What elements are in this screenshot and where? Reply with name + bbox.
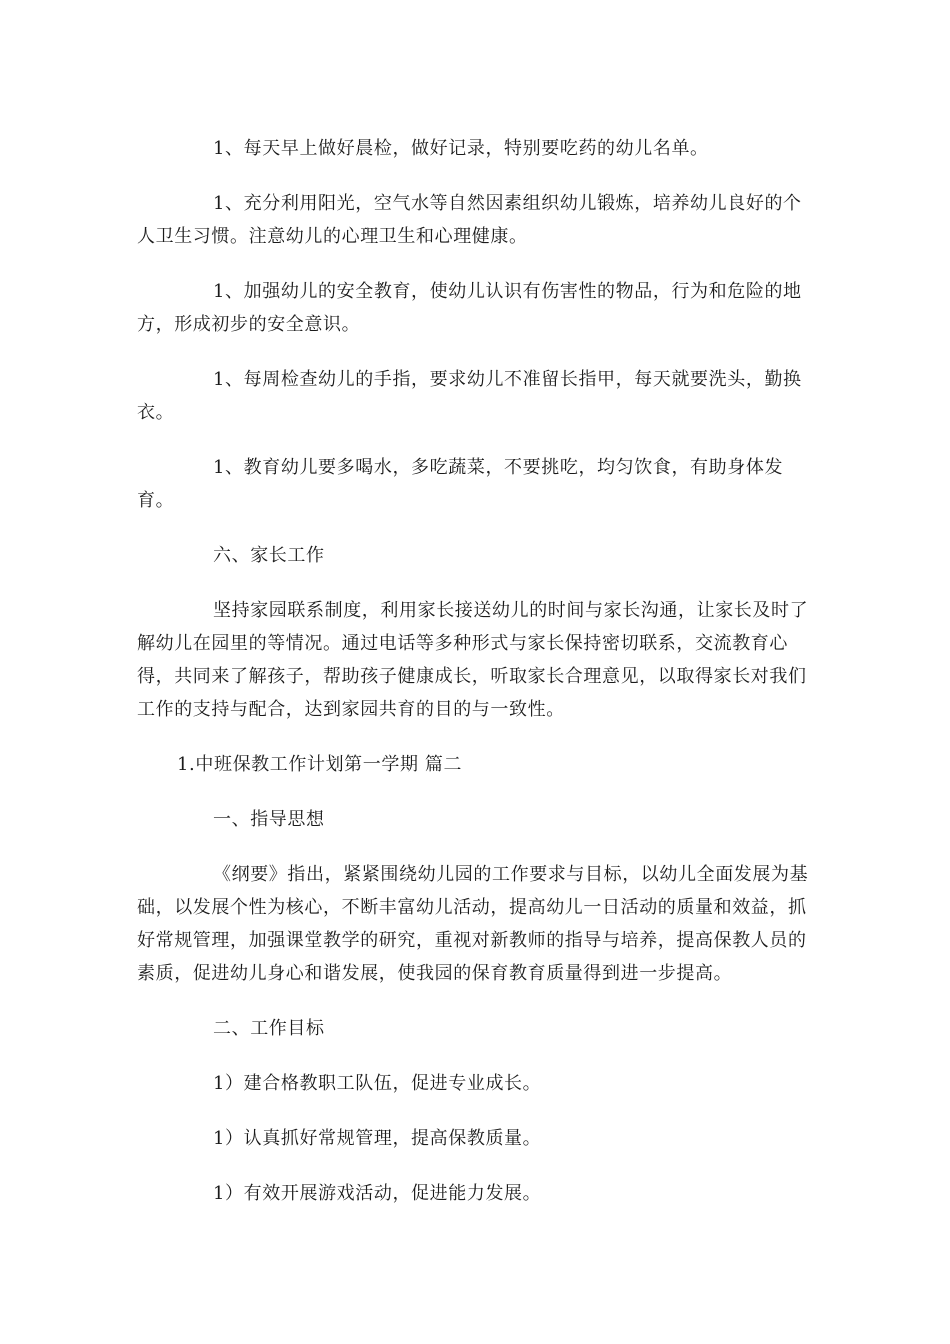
paragraph-safety-education: 1、加强幼儿的安全教育，使幼儿认识有伤害性的物品，行为和危险的地方，形成初步的安全意识。 [137,281,802,335]
paragraph-parents-work: 坚持家园联系制度，利用家长接送幼儿的时间与家长沟通，让家长及时了解幼儿在园里的等情况。通过电话等多种形式与家长保持密切联系，交流教育心得，共同来了解孩子，帮助孩子健康成长，听取家长合理意见，以取得家长对我们工作的支持与配合，达到家园共育的目的与一致性。 [137,600,809,720]
section-heading-parents: 六、家长工作 [213,545,325,566]
part-two-title: 1.中班保教工作计划第一学期 篇二 [177,754,463,775]
paragraph-diet: 1、教育幼儿要多喝水，多吃蔬菜，不要挑吃，均匀饮食，有助身体发育。 [137,457,784,511]
paragraph-guiding-thought: 《纲要》指出，紧紧围绕幼儿园的工作要求与目标，以幼儿全面发展为基础，以发展个性为核心，不断丰富幼儿活动，提高幼儿一日活动的质量和效益，抓好常规管理，加强课堂教学的研究，重视对新教师的指导与培养，提高保教人员的素质，促进幼儿身心和谐发展，使我园的保育教育质量得到进一步提高。 [137,864,809,984]
paragraph-morning-check: 1、每天早上做好晨检，做好记录，特别要吃药的幼儿名单。 [213,138,709,159]
goal-item-management: 1）认真抓好常规管理，提高保教质量。 [213,1128,542,1149]
paragraph-outdoor-exercise: 1、充分利用阳光，空气水等自然因素组织幼儿锻炼，培养幼儿良好的个人卫生习惯。注意幼儿的心理卫生和心理健康。 [137,193,802,247]
goal-item-staff: 1）建合格教职工队伍，促进专业成长。 [213,1073,542,1094]
goal-item-games: 1）有效开展游戏活动，促进能力发展。 [213,1183,542,1204]
section-heading-guiding-thought: 一、指导思想 [213,809,325,830]
section-heading-goals: 二、工作目标 [213,1018,325,1039]
paragraph-hygiene-check: 1、每周检查幼儿的手指，要求幼儿不准留长指甲，每天就要洗头，勤换衣。 [137,369,802,423]
